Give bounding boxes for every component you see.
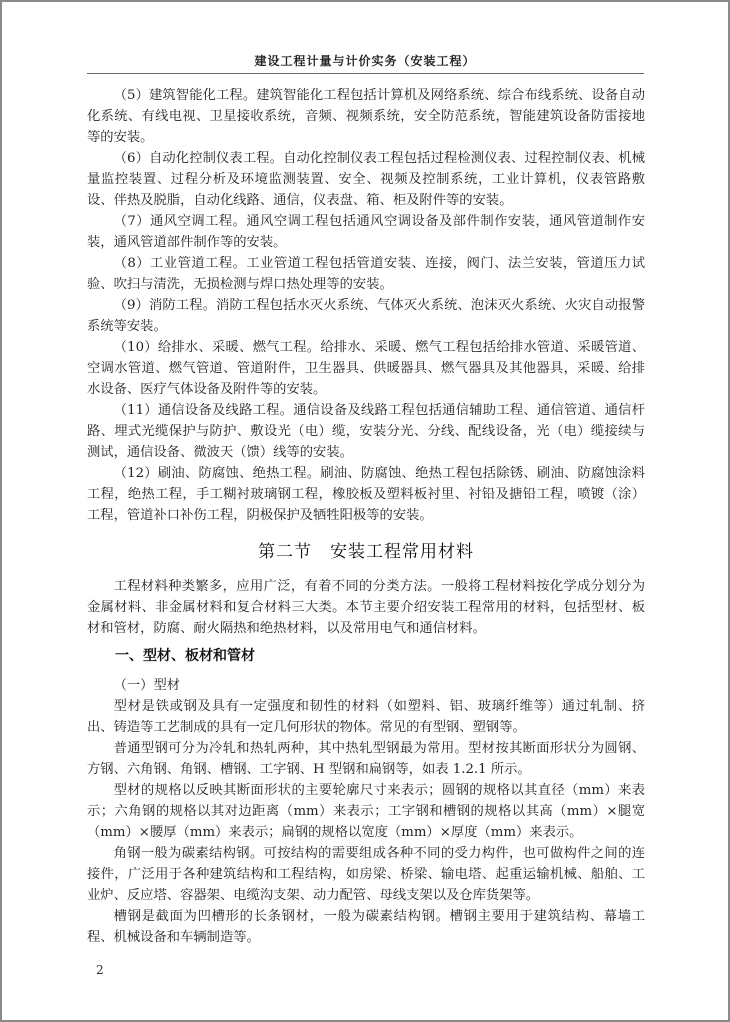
paragraph: 型材是铁或钢及具有一定强度和韧性的材料（如塑料、铝、玻璃纤维等）通过轧制、挤出、铸造等工艺制成的具有一定几何形状的物体。常见的有型钢、塑钢等。 — [87, 699, 645, 735]
list-item-12 — [87, 463, 645, 526]
running-header: 建设工程计量与计价实务（安装工程） — [254, 54, 476, 68]
item-text: 刷油、防腐蚀、绝热工程包括除锈、刷油、防腐蚀涂料工程，绝热工程，手工糊衬玻璃钢工程，橡胶板及塑料板衬里、衬铅及搪铅工程，喷镀（涂）工程，管道补口补伤工程，阴极保护及牺牲阳极等的安装。 — [87, 466, 646, 523]
section-number: 第二节 — [258, 542, 312, 562]
list-item-8 — [87, 253, 645, 295]
list-item-10 — [87, 337, 645, 400]
item-label: （5）建筑智能化工程。 — [113, 88, 257, 103]
item-text: 给排水、采暖、燃气工程包括给排水管道、采暖管道、空调水管道、燃气管道、管道附件，卫生器具、供暖器具、燃气器具及其他器具，采暖、给排水设备、医疗气体设备及附件等的安装。 — [87, 340, 646, 397]
list-item-9 — [87, 295, 645, 337]
item-label: （11）通信设备及线路工程。 — [113, 403, 294, 418]
page-body — [87, 85, 645, 948]
item-label: （7）通风空调工程。 — [113, 214, 247, 229]
item-label: （9）消防工程。 — [113, 298, 217, 313]
heading-level-1: 一、型材、板材和管材 — [115, 648, 255, 664]
paragraph: 型材的规格以反映其断面形状的主要轮廓尺寸来表示；圆钢的规格以其直径（mm）来表示；六角钢的规格以其对边距离（mm）来表示；工字钢和槽钢的规格以其高（mm）×腿宽（mm）×腰厚（mm）来表示；扁钢的规格以宽度（mm）×厚度（mm）来表示。 — [87, 783, 645, 840]
item-label: （12）刷油、防腐蚀、绝热工程。 — [113, 466, 321, 481]
list-item-6 — [87, 148, 645, 211]
item-label: （8）工业管道工程。 — [113, 256, 247, 271]
item-label: （10）给排水、采暖、燃气工程。 — [113, 340, 321, 355]
heading-level-2: （一）型材 — [113, 678, 181, 693]
item-text: 自动化控制仪表工程包括过程检测仪表、过程控制仪表、机械量监控装置、过程分析及环境监测装置、安全、视频及控制系统，工业计算机，仪表管路敷设、伴热及脱脂，自动化线路、通信，仪表盘、箱、柜及附件等的安装。 — [87, 151, 645, 208]
section-intro: 工程材料种类繁多，应用广泛，有着不同的分类方法。一般将工程材料按化学成分划分为金属材料、非金属材料和复合材料三大类。本节主要介绍安装工程常用的材料，包括型材、板材和管材，防腐、耐火隔热和绝热材料，以及常用电气和通信材料。 — [87, 579, 645, 636]
page-number: 2 — [96, 963, 104, 977]
item-text: 通信设备及线路工程包括通信辅助工程、通信管道、通信杆路、埋式光缆保护与防护、敷设光（电）缆，安装分光、分线、配线设备，光（电）缆接续与测试，通信设备、微波天（馈）线等的安装。 — [87, 403, 646, 460]
item-text: 建筑智能化工程包括计算机及网络系统、综合布线系统、设备自动化系统、有线电视、卫星接收系统，音频、视频系统，安全防范系统，智能建筑设备防雷接地等的安装。 — [87, 88, 646, 145]
paragraph: 槽钢是截面为凹槽形的长条钢材，一般为碳素结构钢。槽钢主要用于建筑结构、幕墙工程、机械设备和车辆制造等。 — [87, 909, 645, 945]
section-name: 安装工程常用材料 — [330, 542, 474, 562]
item-text: 消防工程包括水灭火系统、气体灭火系统、泡沫灭火系统、火灾自动报警系统等安装。 — [87, 298, 645, 334]
paragraph: 普通型钢可分为冷轧和热轧两种，其中热轧型钢最为常用。型材按其断面形状分为圆钢、方钢、六角钢、角钢、槽钢、工字钢、H 型钢和扁钢等，如表 1.2.1 所示。 — [87, 741, 645, 777]
header-rule — [87, 73, 644, 74]
item-label: （6）自动化控制仪表工程。 — [113, 151, 284, 166]
item-text: 工业管道工程包括管道安装、连接，阀门、法兰安装，管道压力试验、吹扫与清洗，无损检测与焊口热处理等的安装。 — [87, 256, 645, 292]
list-item-5 — [87, 85, 645, 148]
section-title — [87, 540, 645, 564]
paragraph: 角钢一般为碳素结构钢。可按结构的需要组成各种不同的受力构件，也可做构件之间的连接件，广泛用于各种建筑结构和工程结构，如房梁、桥梁、输电塔、起重运输机械、船舶、工业炉、反应塔、容器架、电缆沟支架、动力配管、母线支架以及仓库货架等。 — [87, 846, 645, 903]
item-text: 通风空调工程包括通风空调设备及部件制作安装，通风管道制作安装，通风管道部件制作等的安装。 — [87, 214, 645, 250]
list-item-7 — [87, 211, 645, 253]
list-item-11 — [87, 400, 645, 463]
